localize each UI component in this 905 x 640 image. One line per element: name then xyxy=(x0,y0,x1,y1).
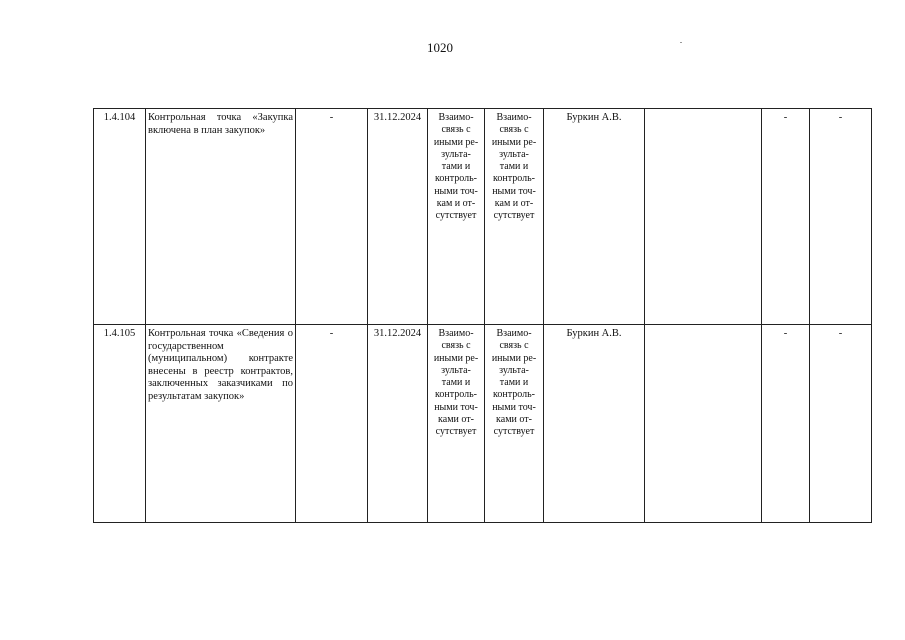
register-table xyxy=(93,108,872,523)
table-row xyxy=(94,325,872,523)
row-number: 1.4.105 xyxy=(94,325,146,523)
relation-cell: Взаимо- связь с иными ре- зульта- тами и контроль- ными точ- кам и от- сутствует xyxy=(428,109,485,325)
responsible-person: Буркин А.В. xyxy=(544,109,645,325)
control-point-name: Контрольная точка «Закупка включена в план закупок» xyxy=(146,109,296,325)
cell-dash: - xyxy=(762,325,810,523)
scan-speck xyxy=(680,42,682,43)
cell-dash: - xyxy=(296,325,368,523)
page-number: 1020 xyxy=(427,40,453,55)
deadline-date: 31.12.2024 xyxy=(368,109,428,325)
cell-dash: - xyxy=(762,109,810,325)
empty-cell xyxy=(645,109,762,325)
deadline-date: 31.12.2024 xyxy=(368,325,428,523)
relation-cell: Взаимо- связь с иными ре- зульта- тами и контроль- ными точ- кам и от- сутствует xyxy=(485,109,544,325)
empty-cell xyxy=(645,325,762,523)
control-point-name: Контрольная точка «Сведения о государственном (муниципальном) контракте внесены в реестр контрактов, заключенных заказчиками по результатам закупок» xyxy=(146,325,296,523)
table-row xyxy=(94,109,872,325)
row-number: 1.4.104 xyxy=(94,109,146,325)
cell-dash: - xyxy=(810,325,872,523)
cell-dash: - xyxy=(296,109,368,325)
relation-cell: Взаимо- связь с иными ре- зульта- тами и контроль- ными точ- ками от- сутствует xyxy=(485,325,544,523)
relation-cell: Взаимо- связь с иными ре- зульта- тами и контроль- ными точ- ками от- сутствует xyxy=(428,325,485,523)
responsible-person: Буркин А.В. xyxy=(544,325,645,523)
cell-dash: - xyxy=(810,109,872,325)
